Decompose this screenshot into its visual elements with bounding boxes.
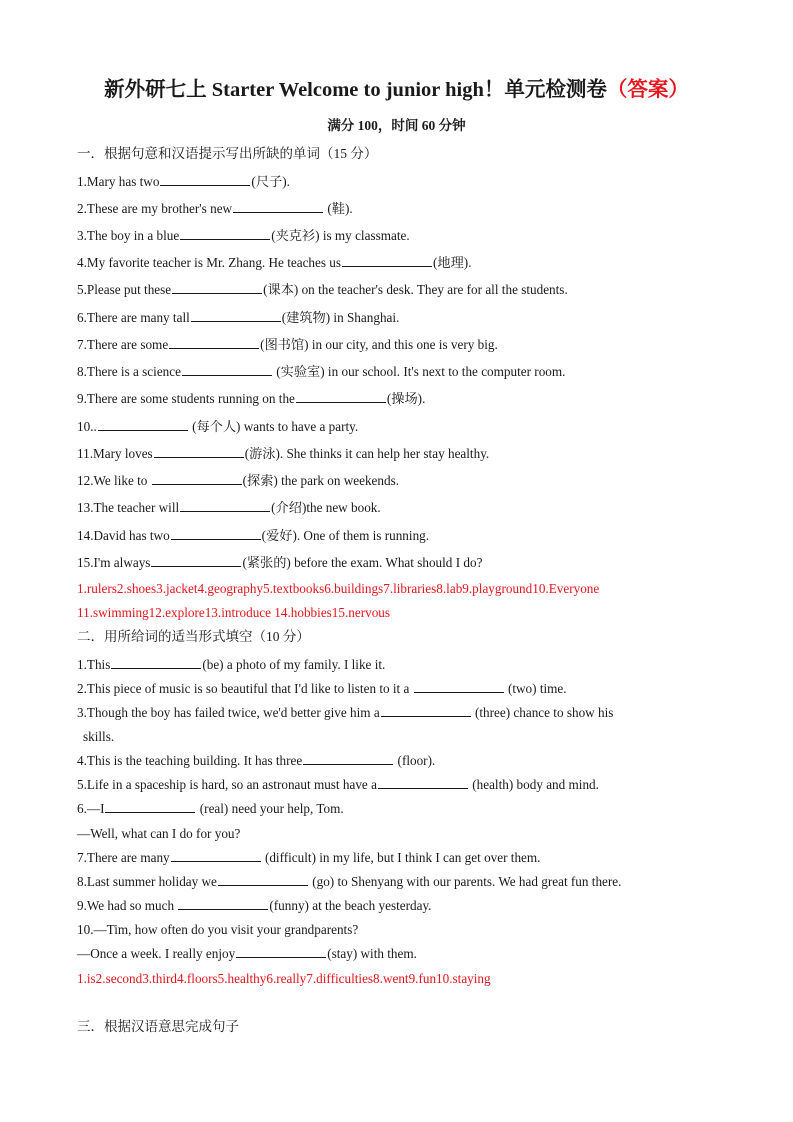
answer-blank[interactable]: [381, 705, 471, 717]
s1-item-10: 10.. (每个人) wants to have a party.: [77, 419, 359, 434]
s2-item-6: 6.—I (real) need your help, Tom.: [77, 801, 344, 816]
answer-blank[interactable]: [303, 753, 393, 765]
s1-item-1: 1.Mary has two (尺子).: [77, 174, 290, 189]
answer-blank[interactable]: [160, 174, 250, 186]
s2-item-4: 4.This is the teaching building. It has three (floor).: [77, 753, 436, 768]
title-main: 新外研七上 Starter Welcome to junior high！单元检测卷: [104, 79, 607, 101]
score-time-subtitle: 满分 100，时间 60 分钟: [327, 118, 466, 133]
answer-blank[interactable]: [296, 391, 386, 403]
answer-blank[interactable]: [378, 777, 468, 789]
answer-blank[interactable]: [98, 419, 188, 431]
answer-blank[interactable]: [105, 801, 195, 813]
s1-item-9: 9.There are some students running on the (操场).: [77, 391, 426, 406]
s1-item-5: 5.Please put these (课本) on the teacher's desk. They are for all the students.: [77, 282, 568, 297]
answer-blank[interactable]: [172, 282, 262, 294]
page-title: [0, 76, 793, 104]
s1-item-11: 11.Mary loves (游泳). She thinks it can help her stay healthy.: [77, 446, 490, 461]
answer-blank[interactable]: [151, 555, 241, 567]
answer-blank[interactable]: [152, 473, 242, 485]
s2-answer-line: 1.is2.second3.third4.floors5.healthy6.really7.difficulties8.went9.fun10.staying: [77, 971, 491, 986]
answer-blank[interactable]: [218, 874, 308, 886]
answer-blank[interactable]: [180, 228, 270, 240]
s2-item-10-reply: —Once a week. I really enjoy (stay) with them.: [77, 946, 417, 961]
answer-blank[interactable]: [236, 946, 326, 958]
answer-blank[interactable]: [178, 898, 268, 910]
s1-item-4: 4.My favorite teacher is Mr. Zhang. He teaches us (地理).: [77, 255, 472, 270]
answer-blank[interactable]: [154, 446, 244, 458]
s1-item-12: 12.We like to (探索) the park on weekends.: [77, 473, 400, 488]
s2-item-2: 2.This piece of music is so beautiful that I'd like to listen to it a (two) time.: [77, 681, 567, 696]
s2-item-5: 5.Life in a spaceship is hard, so an astronaut must have a (health) body and mind.: [77, 777, 599, 792]
s2-item-3: 3.Though the boy has failed twice, we'd better give him a (three) chance to show his: [77, 705, 614, 720]
answer-blank[interactable]: [171, 850, 261, 862]
answer-blank[interactable]: [342, 255, 432, 267]
s2-item-6-reply: —Well, what can I do for you?: [77, 826, 241, 841]
title-answer-tag: （答案）: [606, 79, 689, 101]
s2-item-7: 7.There are many (difficult) in my life, but I think I can get over them.: [77, 850, 541, 865]
s2-item-3-cont: skills.: [83, 729, 115, 744]
answer-blank[interactable]: [414, 681, 504, 693]
answer-blank[interactable]: [171, 528, 261, 540]
s1-item-6: 6.There are many tall (建筑物) in Shanghai.: [77, 310, 400, 325]
answer-blank[interactable]: [111, 657, 201, 669]
s1-item-8: 8.There is a science (实验室) in our school. It's next to the computer room.: [77, 364, 566, 379]
s2-item-10: 10.—Tim, how often do you visit your grandparents?: [77, 922, 359, 937]
s1-item-13: 13.The teacher will (介绍)the new book.: [77, 500, 381, 515]
s2-item-8: 8.Last summer holiday we (go) to Shenyang with our parents. We had great fun there.: [77, 874, 622, 889]
answer-blank[interactable]: [182, 364, 272, 376]
s2-item-1: 1.This (be) a photo of my family. I like it.: [77, 657, 386, 672]
answer-blank[interactable]: [169, 337, 259, 349]
answer-blank[interactable]: [233, 201, 323, 213]
answer-blank[interactable]: [191, 310, 281, 322]
s1-item-7: 7.There are some (图书馆) in our city, and this one is very big.: [77, 337, 498, 352]
s1-answer-line-2: 11.swimming12.explore13.introduce 14.hobbies15.nervous: [77, 605, 391, 620]
s1-item-15: 15.I'm always (紧张的) before the exam. What should I do?: [77, 555, 483, 570]
section2-heading: 二．用所给词的适当形式填空（10 分）: [77, 629, 310, 644]
s1-item-14: 14.David has two (爱好). One of them is running.: [77, 528, 430, 543]
section3-heading: 三．根据汉语意思完成句子: [77, 1019, 239, 1034]
s2-item-9: 9.We had so much (funny) at the beach yesterday.: [77, 898, 432, 913]
s1-item-3: 3.The boy in a blue (夹克衫) is my classmate.: [77, 228, 410, 243]
section1-heading: 一．根据句意和汉语提示写出所缺的单词（15 分）: [77, 146, 378, 161]
s1-item-2: 2.These are my brother's new (鞋).: [77, 201, 353, 216]
answer-blank[interactable]: [180, 500, 270, 512]
s1-answer-line-1: 1.rulers2.shoes3.jacket4.geography5.textbooks6.buildings7.libraries8.lab9.playground10.Everyone: [77, 581, 600, 596]
